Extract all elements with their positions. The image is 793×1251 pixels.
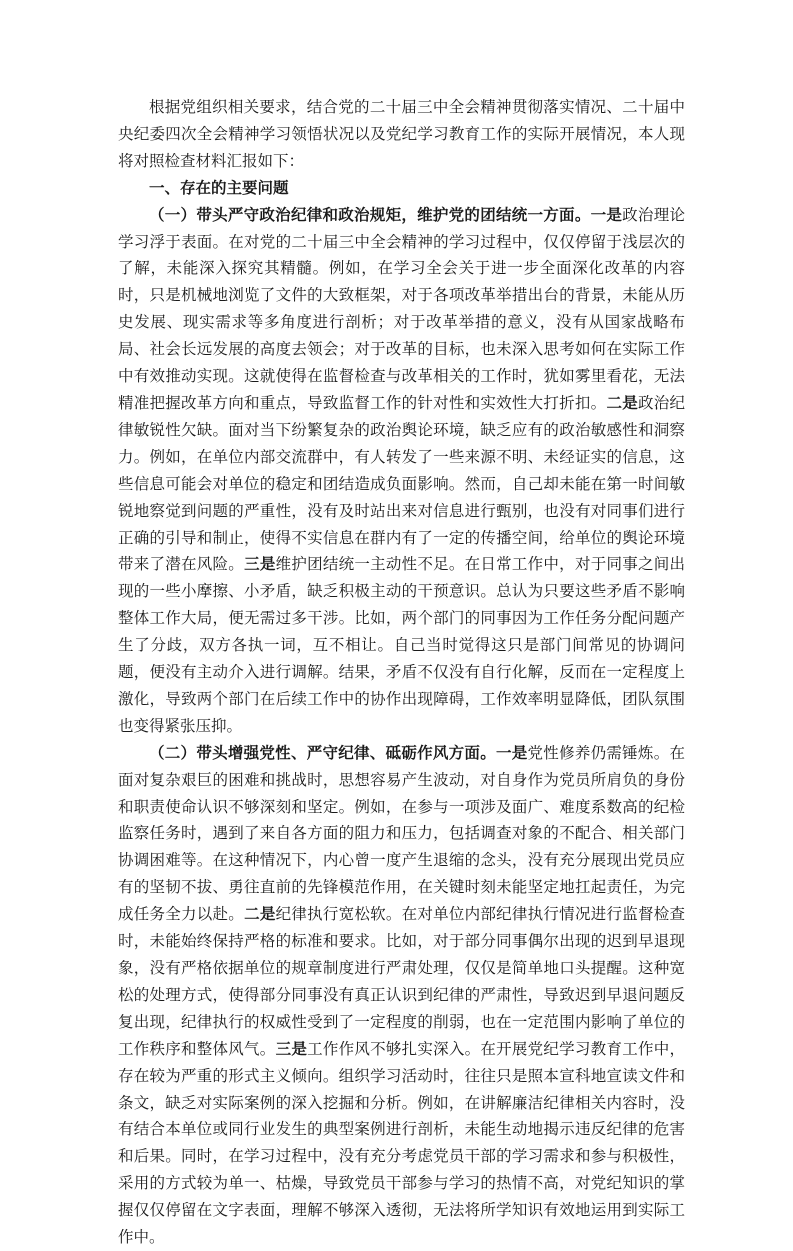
part1-point1-text: 政治理论学习浮于表面。在对党的二十届三中全会精神的学习过程中，仅仅停留于浅层次的了解，未能深入探究其精髓。例如，在学习全会关于进一步全面深化改革的内容时，只是机械地浏览了文件的大致框架，对于各项改革举措出台的背景，未能从历史发展、现实需求等多角度进行剖析；对于改革举措的意义，没有从国家战略布局、社会长远发展的高度去领会；对于改革的目标，也未深入思考如何在实际工作中有效推动实现。这就使得在监督检查与改革相关的工作时，犹如雾里看花，无法精准把握改革方向和重点，导致监督工作的针对性和实效性大打折扣。 [118, 205, 685, 412]
part1-point3-label: 三是 [244, 554, 276, 574]
part2-point1-label: 一是 [495, 742, 528, 762]
document-page [118, 94, 685, 1251]
part1-point3-text: 维护团结统一主动性不足。在日常工作中，对于同事之间出现的一些小摩擦、小矛盾，缺乏积极主动的干预意识。总认为只要这些矛盾不影响整体工作大局，便无需过多干涉。比如，两个部门的同事因为工作任务分配问题产生了分歧，双方各执一词，互不相让。自己当时觉得这只是部门间常见的协调问题，便没有主动介入进行调解。结果，矛盾不仅没有自行化解，反而在一定程度上激化，导致两个部门在后续工作中的协作出现障碍，工作效率明显降低，团队氛围也变得紧张压抑。 [118, 555, 685, 735]
part2-paragraph [118, 740, 685, 1251]
part1-point2-text: 政治纪律敏锐性欠缺。面对当下纷繁复杂的政治舆论环境，缺乏应有的政治敏感性和洞察力。例如，在单位内部交流群中，有人转发了一些来源不明、未经证实的信息，这些信息可能会对单位的稳定和团结造成负面影响。然而，自己却未能在第一时间敏锐地察觉到问题的严重性，没有及时站出来对信息进行甄别，也没有对同事们进行正确的引导和制止，使得不实信息在群内有了一定的传播空间，给单位的舆论环境带来了潜在风险。 [118, 393, 685, 574]
part1-point1-label: 一是 [590, 204, 623, 224]
part2-point2-label: 二是 [244, 904, 276, 924]
part2-heading: （二）带头增强党性、严守纪律、砥砺作风方面。 [149, 742, 496, 762]
part1-point2-label: 二是 [606, 392, 638, 412]
part2-point1-text: 党性修养仍需锤炼。在面对复杂艰巨的困难和挑战时，思想容易产生波动，对自身作为党员所肩负的身份和职责使命认识不够深刻和坚定。例如，在参与一项涉及面广、难度系数高的纪检监察任务时，遇到了来自各方面的阻力和压力，包括调查对象的不配合、相关部门协调困难等。在这种情况下，内心曾一度产生退缩的念头，没有充分展现出党员应有的坚韧不拔、勇往直前的先锋模范作用，在关键时刻未能坚定地扛起责任，为完成任务全力以赴。 [118, 743, 685, 924]
section-title-problems: 一、存在的主要问题 [149, 177, 289, 197]
intro-paragraph: 根据党组织相关要求，结合党的二十届三中全会精神贯彻落实情况、二十届中央纪委四次全会精神学习领悟状况以及党纪学习教育工作的实际开展情况，本人现将对照检查材料汇报如下： [118, 98, 685, 170]
part2-point3-label: 三是 [275, 1038, 308, 1058]
part1-paragraph [118, 202, 685, 740]
part2-point2-text: 纪律执行宽松软。在对单位内部纪律执行情况进行监督检查时，未能始终保持严格的标准和要求。比如，对于部分同事偶尔出现的迟到早退现象，没有严格依据单位的规章制度进行严肃处理，仅仅是简单地口头提醒。这种宽松的处理方式，使得部分同事没有真正认识到纪律的严肃性，导致迟到早退问题反复出现，纪律执行的权威性受到了一定程度的削弱，也在一定范围内影响了单位的工作秩序和整体风气。 [118, 905, 685, 1058]
part2-point3-text: 工作作风不够扎实深入。在开展党纪学习教育工作中，存在较为严重的形式主义倾向。组织学习活动时，往往只是照本宣科地宣读文件和条文，缺乏对实际案例的深入挖掘和分析。例如，在讲解廉洁纪律相关内容时，没有结合本单位或同行业发生的典型案例进行剖析，未能生动地揭示违反纪律的危害和后果。同时，在学习过程中，没有充分考虑党员干部的学习需求和参与积极性，采用的方式较为单一、枯燥，导致党员干部参与学习的热情不高，对党纪知识的掌握仅仅停留在文字表面，理解不够深入透彻，无法将所学知识有效地运用到实际工作中。 [118, 1039, 685, 1247]
part1-heading: （一）带头严守政治纪律和政治规矩，维护党的团结统一方面。 [149, 204, 591, 224]
